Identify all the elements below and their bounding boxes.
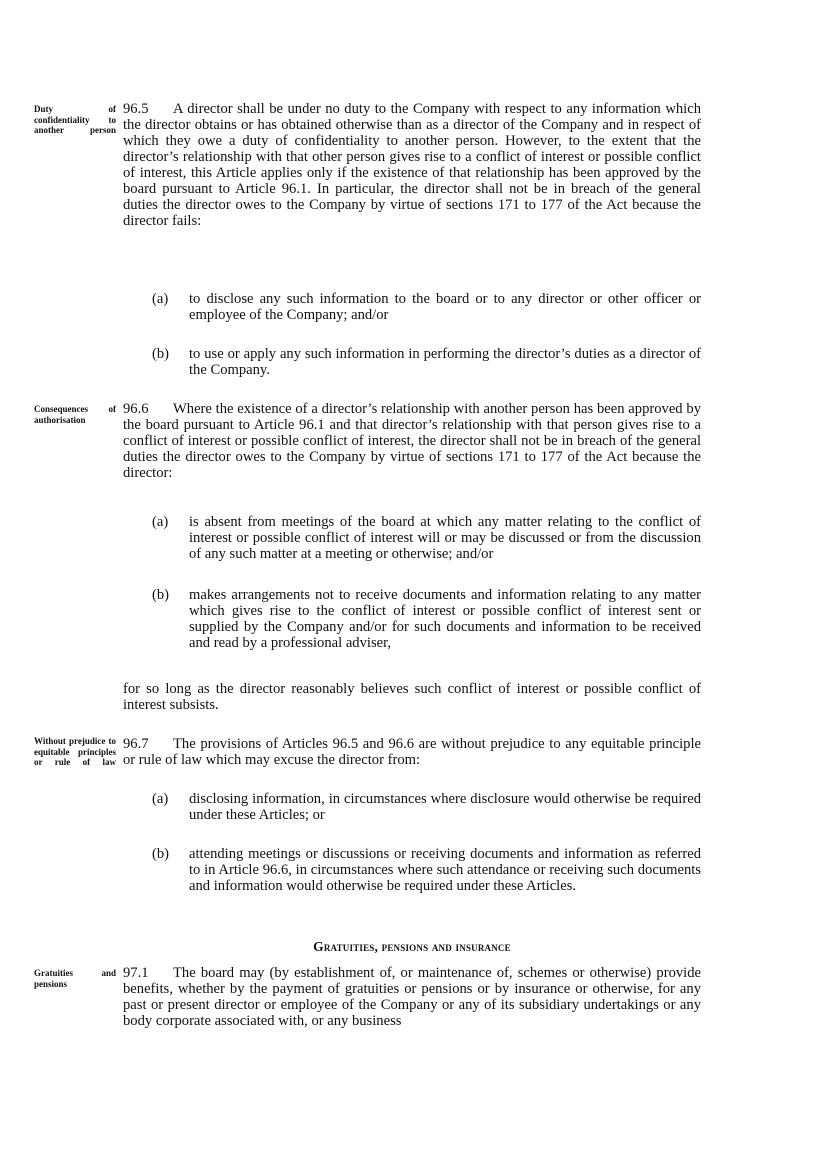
article-text: The provisions of Articles 96.5 and 96.6 are without prejudice to any equitable principle or rule of law which may excuse the director from: [123, 736, 701, 768]
article-97-1 [123, 965, 701, 1029]
article-number: 96.7 [123, 736, 149, 752]
article-96-5-item-a [152, 291, 701, 323]
article-number: 97.1 [123, 965, 149, 981]
item-label: (a) [152, 514, 169, 530]
item-label: (b) [152, 587, 170, 603]
article-96-6-tail: for so long as the director reasonably believes such conflict of interest or possible conflict of interest subsists. [123, 681, 701, 713]
item-label: (b) [152, 846, 170, 862]
article-text: The board may (by establishment of, or maintenance of, schemes or otherwise) provide benefits, whether by the payment of gratuities or pensions or by insurance or otherwise, for any past or present director or employee of the Company or any of its subsidiary undertakings or any body corporate associated with, or any business [123, 965, 701, 1029]
article-96-5 [123, 101, 701, 229]
article-text: A director shall be under no duty to the Company with respect to any information which the director obtains or has obtained otherwise than as a director of the Company and in respect of which they owe a duty of confidentiality to another person. However, to the extent that the director’s relationship with that other person gives rise to a conflict of interest or possible conflict of interest, this Article applies only if the existence of that relationship has been approved by the board pursuant to Article 96.1. In particular, the director shall not be in breach of the general duties the director owes to the Company by virtue of sections 171 to 177 of the Act because the director fails: [123, 101, 701, 229]
article-96-7 [123, 736, 701, 768]
item-text: attending meetings or discussions or receiving documents and information as referred to in Article 96.6, in circumstances where such attendance or receiving such documents and information would otherwise be required under these Articles. [189, 846, 701, 894]
item-label: (a) [152, 791, 169, 807]
article-96-5-item-b [152, 346, 701, 378]
margin-note-consequences-of-authorisation: Consequences of authorisation [34, 404, 116, 425]
margin-note-duty-of-confidentiality: Duty of confidentiality to another person [34, 104, 116, 135]
article-96-7-item-a [152, 791, 701, 823]
section-heading: Gratuities, pensions and insurance [313, 939, 511, 954]
item-label: (b) [152, 346, 170, 362]
article-text: Where the existence of a director’s relationship with another person has been approved by the board pursuant to Article 96.1 and that director’s relationship with that person gives rise to a conflict of interest or possible conflict of interest, the director shall not be in breach of the general duties the director owes to the Company by virtue of sections 171 to 177 of the Act because the director: [123, 401, 701, 481]
item-text: makes arrangements not to receive documents and information relating to any matter which gives rise to the conflict of interest or possible conflict of interest sent or supplied by the Company and/or for such documents and information to be received and read by a professional adviser, [189, 587, 701, 651]
article-96-6-item-b [152, 587, 701, 651]
item-text: disclosing information, in circumstances where disclosure would otherwise be required under these Articles; or [189, 791, 701, 823]
article-96-7-item-b [152, 846, 701, 894]
margin-note-gratuities-and-pensions: Gratuities and pensions [34, 968, 116, 989]
article-number: 96.6 [123, 401, 149, 417]
article-96-6 [123, 401, 701, 481]
article-number: 96.5 [123, 101, 149, 117]
margin-note-without-prejudice: Without prejudice to equitable principles or rule of law [34, 736, 116, 767]
article-96-6-item-a [152, 514, 701, 562]
item-text: to disclose any such information to the board or to any director or other officer or employee of the Company; and/or [189, 291, 701, 323]
item-text: is absent from meetings of the board at which any matter relating to the conflict of interest or possible conflict of interest will or may be discussed or from the discussion of any such matter at a meeting or otherwise; and/or [189, 514, 701, 562]
item-text: to use or apply any such information in performing the director’s duties as a director of the Company. [189, 346, 701, 378]
item-label: (a) [152, 291, 169, 307]
